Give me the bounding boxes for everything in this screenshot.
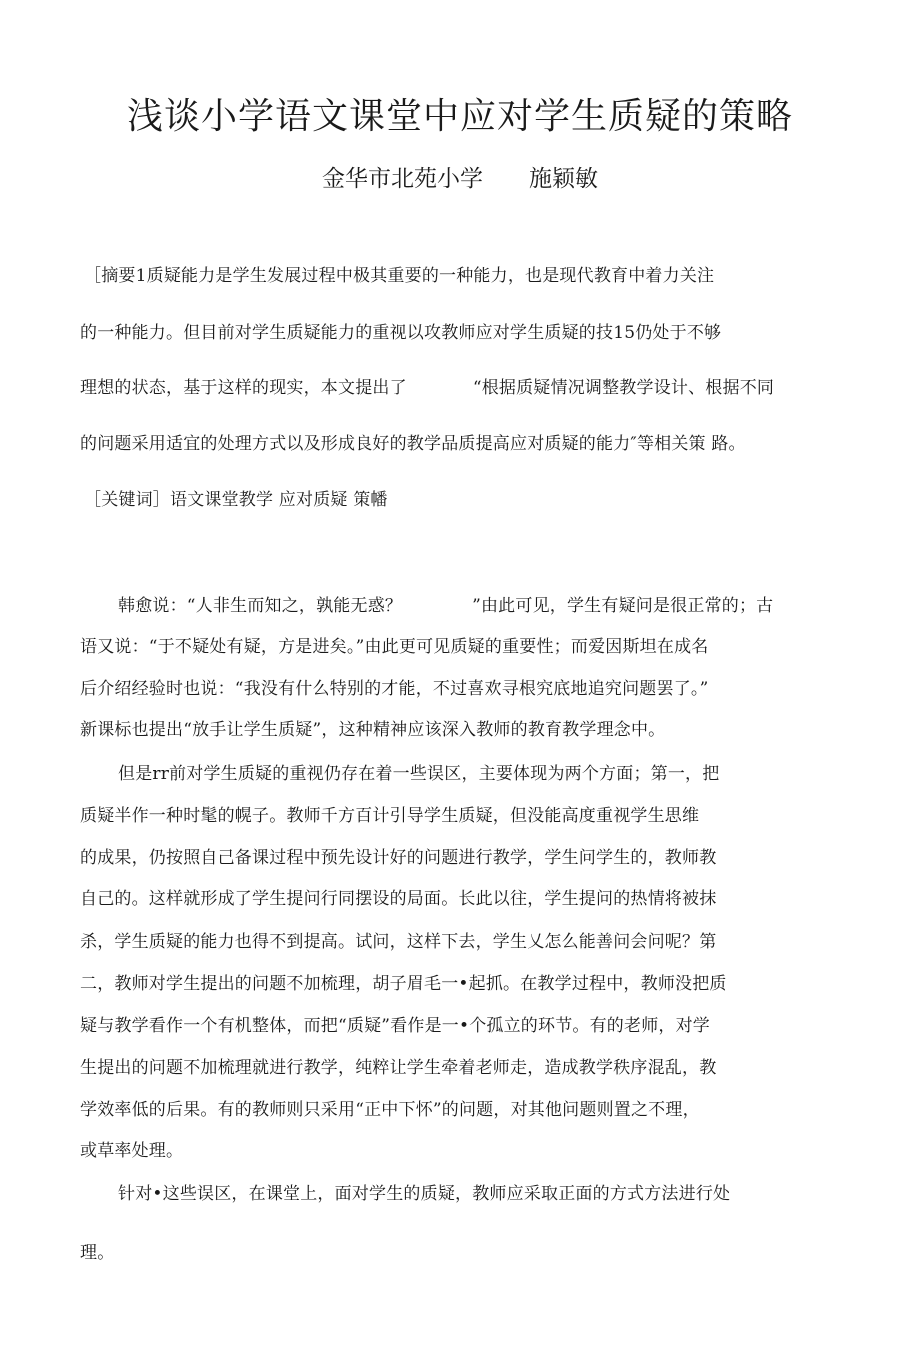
body-line: 语又说：“于不疑处有疑，方是进矣。”由此更可见质疑的重要性；而爱因斯坦在成名	[80, 637, 709, 657]
body-line: 的成果，仍按照自己备课过程中预先设计好的问题进行教学，学生问学生的，教师教	[80, 848, 717, 868]
body-line: 自己的。这样就形成了学生提问行同摆设的局面。长此以往，学生提问的热情将被抹	[80, 889, 717, 909]
body-line-part: ”由此可见，学生有疑问是很正常的；古	[472, 596, 774, 616]
document-title: 浅谈小学语文课堂中应对学生质疑的策略	[126, 96, 793, 137]
abstract-line-part: 理想的状态，基于这样的现实，本文提出了	[80, 378, 407, 398]
body-line: 理。	[80, 1243, 115, 1263]
body-line: 但是rr前对学生质疑的重视仍存在着一些误区，主要体现为两个方面；第一，把	[118, 764, 720, 784]
author-school: 金华市北苑小学	[322, 166, 483, 192]
body-line-part: 韩愈说：“人非生而知之，孰能无惑？	[118, 596, 403, 616]
body-line: 针对•这些误区，在课堂上，面对学生的质疑，教师应采取正面的方式方法进行处	[118, 1184, 731, 1204]
abstract-line: 的问题采用适宜的处理方式以及形成良好的教学品质提高应对质疑的能力″等相关策 路。	[80, 434, 746, 454]
author-line	[0, 160, 920, 193]
body-line: 二，教师对学生提出的问题不加梳理，胡子眉毛一•起抓。在教学过程中，教师没把质	[80, 974, 727, 994]
abstract-line: ［摘要1质疑能力是学生发展过程中极其重要的一种能力，也是现代教育中着力关注	[84, 266, 715, 286]
body-line	[118, 593, 773, 619]
body-line: 生提出的问题不加梳理就进行教学，纯粹让学生牵着老师走，造成教学秩序混乱，教	[80, 1058, 717, 1078]
abstract-line	[80, 375, 774, 401]
body-line: 后介绍经验时也说：“我没有什么特别的才能，不过喜欢寻根究底地追究问题罢了。”	[80, 679, 709, 699]
keywords-line: ［关键词］语文课堂教学 应对质疑 策幡	[84, 490, 388, 510]
body-line: 质疑半作一种时髦的幌子。教师千方百计引导学生质疑，但没能高度重视学生思维	[80, 806, 700, 826]
body-line: 学效率低的后果。有的教师则只采用“正中下怀”的问题，对其他问题则置之不理，	[80, 1100, 700, 1120]
body-line: 或草率处理。	[80, 1141, 184, 1161]
abstract-line-part: “根据质疑情况调整教学设计、根据不同	[472, 378, 775, 398]
body-line: 杀，学生质疑的能力也得不到提高。试问，这样下去，学生乂怎么能善问会问呢？第	[80, 932, 717, 952]
body-line: 新课标也提出“放手让学生质疑”，这种精神应该深入教师的教育教学理念中。	[80, 720, 666, 740]
author-name: 施颖敏	[529, 166, 598, 192]
body-line: 疑与教学看作一个有机整体，而把“质疑”看作是一•个孤立的环节。有的老师，对学	[80, 1016, 711, 1036]
abstract-line: 的一种能力。但目前对学生质疑能力的重视以攻教师应对学生质疑的技15仍处于不够	[80, 323, 722, 343]
